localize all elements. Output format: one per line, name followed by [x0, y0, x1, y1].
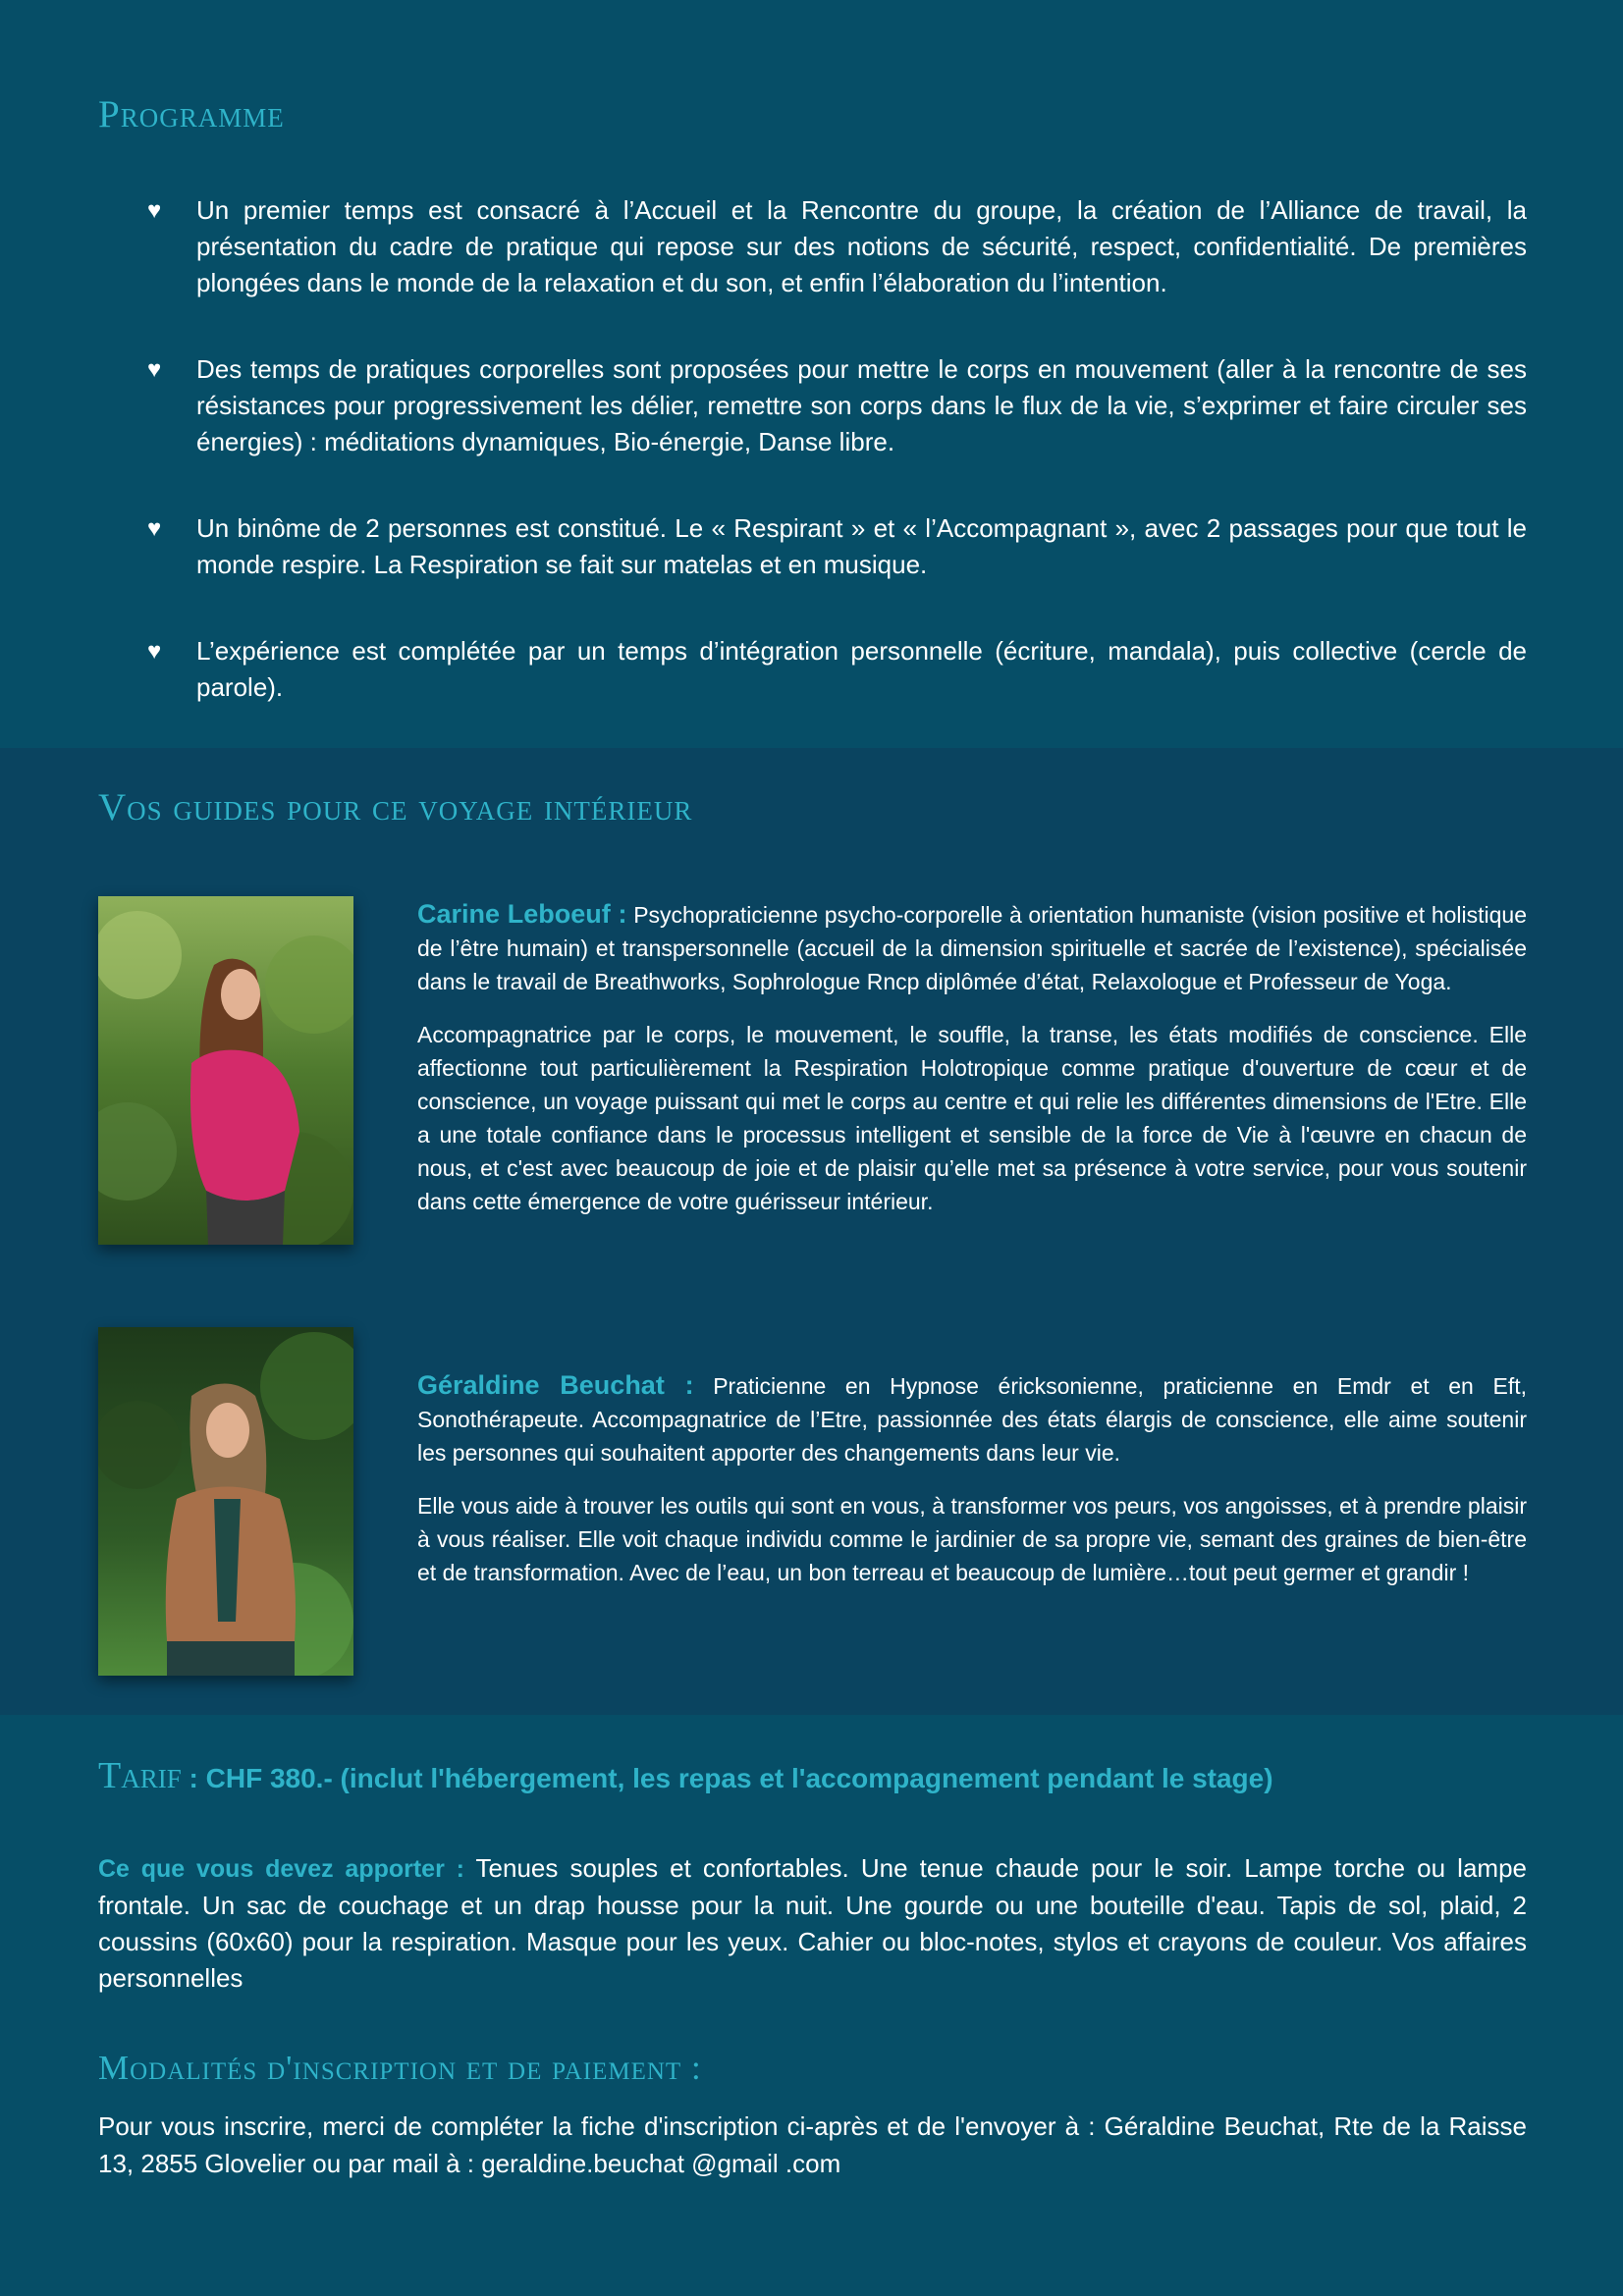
tarif-value: CHF 380.- (inclut l'hébergement, les repas et l'accompagnement pendant le stage)	[205, 1763, 1273, 1793]
list-item-text: Un binôme de 2 personnes est constitué. Le « Respirant » et « l’Accompagnant », avec 2 passages pour que tout le monde respire. La Respiration se fait sur matelas et en musique.	[196, 513, 1527, 579]
carine-bio-paragraph-2: Accompagnatrice par le corps, le mouvement, le souffle, la transe, les états modifiés de conscience. Elle affectionne tout particulièrement la Respiration Holotropique comme pratique d'ouverture de cœur et de conscience, un voyage puissant qui met le corps au centre et qui relie les différentes dimensions de l'Etre. Elle a une totale confiance dans le processus intelligent et sensible de la force de Vie à l'œuvre en chacun de nous, et c'est avec beaucoup de joie et de plaisir qu’elle met sa présence à votre service, pour vous soutenir dans cette émergence de votre guérisseur intérieur.	[417, 1022, 1527, 1214]
heart-bullet-icon: ♥	[147, 515, 162, 542]
carine-name: Carine Leboeuf :	[417, 899, 627, 929]
list-item	[147, 510, 1527, 583]
geraldine-bio-paragraph	[417, 1368, 1527, 1469]
apporter-text: Tenues souples et confortables. Une tenue chaude pour le soir. Lampe torche ou lampe frontale. Un sac de couchage et un drap housse pour la nuit. Une gourde ou une bouteille d'eau. Tapis de sol, plaid, 2 coussins (60x60) pour la respiration. Masque pour les yeux. Cahier ou bloc-notes, stylos et crayons de couleur. Vos affaires personnelles	[98, 1853, 1527, 1993]
list-item-text: L’expérience est complétée par un temps d’intégration personnelle (écriture, mandala), puis collective (cercle de parole).	[196, 636, 1527, 702]
info-section	[0, 1715, 1623, 2296]
heart-bullet-icon: ♥	[147, 197, 162, 224]
carine-photo	[98, 896, 353, 1245]
list-item	[147, 633, 1527, 706]
guides-heading: Vos guides pour ce voyage intérieur	[98, 786, 693, 828]
list-item-text: Un premier temps est consacré à l’Accueil et la Rencontre du groupe, la création de l’Alliance de travail, la présentation du cadre de pratique qui repose sur des notions de sécurité, respect, confidentialité. De premières plongées dans le monde de la relaxation et du son, et enfin l’élaboration du l’intention.	[196, 195, 1527, 297]
geraldine-bio-text: Praticienne en Hypnose éricksonienne, praticienne en Emdr et en Eft, Sonothérapeute. Accompagnatrice de l’Etre, passionnée des états élargis de conscience, elle aime soutenir les personnes qui souhaitent apporter des changements dans leur vie.	[417, 1373, 1527, 1466]
heart-bullet-icon: ♥	[147, 356, 162, 383]
tarif-line	[98, 1754, 1532, 1797]
guides-section	[0, 748, 1623, 1715]
geraldine-name: Géraldine Beuchat :	[417, 1370, 694, 1400]
carine-bio	[417, 897, 1527, 1238]
inscription-text: Pour vous inscrire, merci de compléter la fiche d'inscription ci-après et de l'envoyer à : Géraldine Beuchat, Rte de la Raisse 13, 2855 Glovelier ou par mail à : geraldine.beuchat @gmail .com	[98, 2111, 1527, 2178]
list-item-text: Des temps de pratiques corporelles sont proposées pour mettre le corps en mouvement (aller à la rencontre de ses résistances pour progressivement les délier, remettre son corps dans le flux de la vie, s’exprimer et faire circuler ses énergies) : méditations dynamiques, Bio-énergie, Danse libre.	[196, 354, 1527, 456]
apporter-label: Ce que vous devez apporter :	[98, 1855, 464, 1883]
programme-heading: Programme	[98, 93, 285, 135]
tarif-label: Tarif	[98, 1755, 182, 1796]
programme-section	[0, 0, 1623, 748]
tarif-colon: :	[181, 1763, 206, 1793]
geraldine-photo	[98, 1327, 353, 1676]
carine-bio-text: Psychopraticienne psycho-corporelle à orientation humaniste (vision positive et holistique de l’être humain) et transpersonnelle (accueil de la dimension spirituelle et sacrée de l’existence), spécialisée dans le travail de Breathworks, Sophrologue Rncp diplômée d’état, Relaxologue et Professeur de Yoga.	[417, 902, 1527, 994]
apporter-paragraph	[98, 1850, 1527, 1997]
heart-bullet-icon: ♥	[147, 638, 162, 665]
geraldine-bio-paragraph-2: Elle vous aide à trouver les outils qui sont en vous, à transformer vos peurs, vos angoisses, et à prendre plaisir à vous réaliser. Elle voit chaque individu comme le jardinier de sa propre vie, semant des graines de bien-être et de transformation. Avec de l’eau, un bon terreau et beaucoup de lumière…tout peut germer et grandir !	[417, 1493, 1527, 1585]
programme-list	[147, 192, 1527, 756]
geraldine-bio	[417, 1368, 1527, 1609]
list-item	[147, 192, 1527, 301]
modalites-heading: Modalités d'inscription et de paiement :	[98, 2049, 702, 2087]
list-item	[147, 351, 1527, 460]
carine-bio-paragraph	[417, 897, 1527, 998]
